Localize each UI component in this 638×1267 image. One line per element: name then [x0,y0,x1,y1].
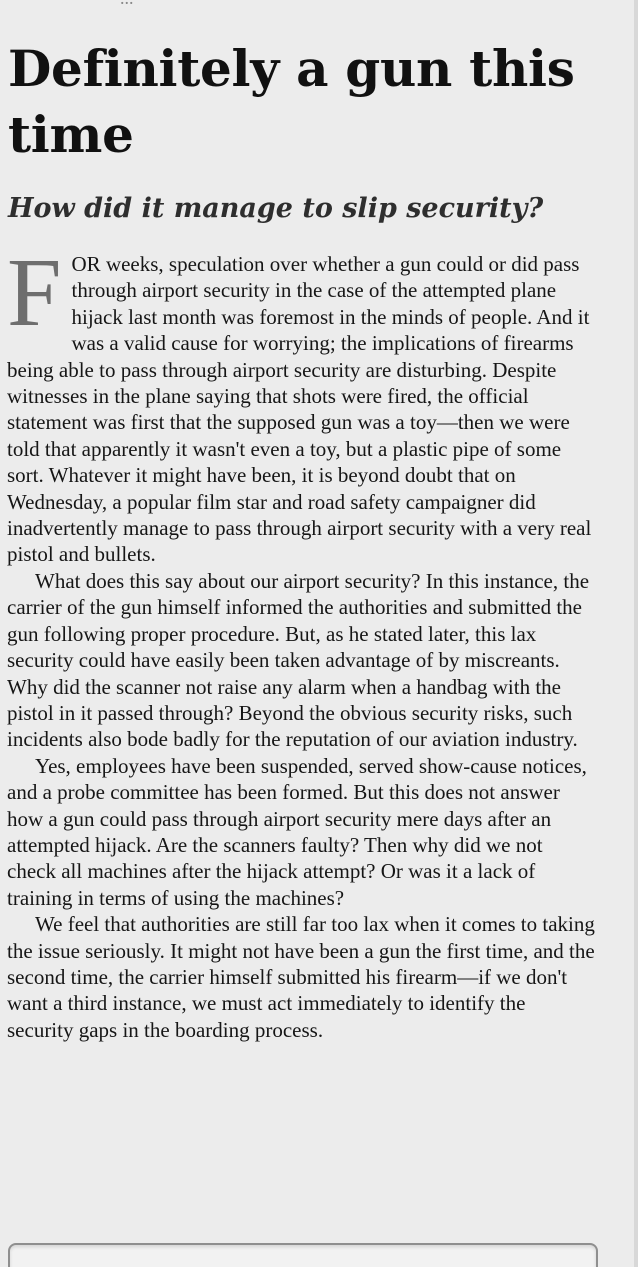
paragraph-2: What does this say about our airport security? In this instance, the carrier of the gun himself informed the authorities and submitted the gun following proper procedure. But, as he stated later, this lax security could have easily been taken advantage of by miscreants. Why did the scanner not raise any alarm when a handbag with the pistol in it passed through? Beyond the obvious security risks, such incidents also bode badly for the reputation of our aviation industry. [7,568,590,752]
paragraph-4: We feel that authorities are still far too lax when it comes to taking the issue seriously. It might not have been a gun the first time, and the second time, the carrier himself submitted his firearm—if we don't want a third instance, we must act immediately to identify the security gaps in the boarding process. [7,912,595,1042]
drop-cap: F [7,239,62,347]
article-body [7,239,595,1043]
comment-input-box[interactable] [8,1243,598,1267]
paragraph-1-text: OR weeks, speculation over whether a gun could or did pass through airport security in the case of the attempted plane hijack last month was foremost in the minds of people. And it was a valid cause for worrying; the implications of firearms being able to pass through airport security are disturbing. Despite witnesses in the plane saying that shots were fired, the official statement was first that the supposed gun was a toy—then we were told that apparently it wasn't even a toy, but a plastic pipe of some sort. Whatever it might have been, it is beyond doubt that on Wednesday, a popular film star and road safety campaigner did inadvertently manage to pass through airport security with a very real pistol and bullets. [7,252,592,567]
paragraph-1 [7,239,595,568]
previous-article-tail [120,0,540,7]
article-headline: Definitely a gun this time [8,39,575,164]
article-subheadline: How did it manage to slip security? [8,193,544,224]
paragraph-3: Yes, employees have been suspended, served show-cause notices, and a probe committee has been formed. But this does not answer how a gun could pass through airport security mere days after an attempted hijack. Are the scanners faulty? Then why did we not check all machines after the hijack attempt? Or was it a lack of training in terms of using the machines? [7,753,587,910]
page-edge [634,0,638,1267]
